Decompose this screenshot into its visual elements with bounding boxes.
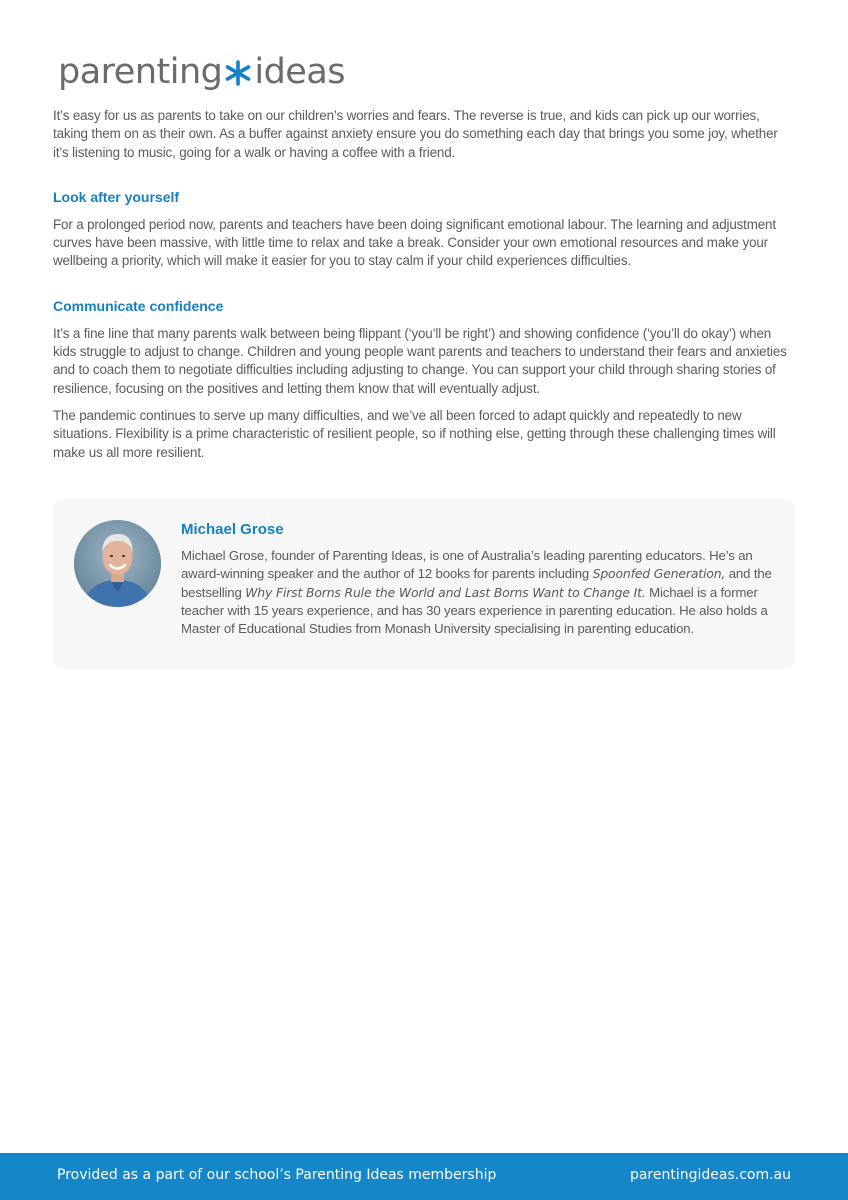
author-portrait-image: [74, 520, 161, 607]
section-paragraph: The pandemic continues to serve up many difficulties, and we’ve all been forced to adapt quickly and repeatedly to new situations. Flexibility is a prime characteristic of resilient people, so if nothing else, getting through these challenging times will make us all more resilient.: [53, 407, 776, 460]
section-heading-look-after-yourself: Look after yourself: [53, 188, 180, 205]
logo-text-parenting: parenting: [58, 52, 223, 92]
footer-bar: [0, 1153, 848, 1200]
author-avatar: [74, 520, 161, 607]
footer-website-link[interactable]: parentingideas.com.au: [629, 1167, 791, 1183]
parenting-ideas-logo: [58, 50, 345, 94]
section-paragraph: For a prolonged period now, parents and teachers have been doing significant emotional labour. The learning and adjustment curves have been massive, with little time to relax and take a break. Consider your own emotional resources and make your wellbeing a priority, which will make it easier for you to stay calm if your child experiences difficulties.: [53, 216, 776, 269]
logo-text-ideas: ideas: [254, 52, 346, 92]
book-title-spoonfed: Spoonfed Generation,: [592, 566, 726, 582]
author-bio-card: [53, 499, 795, 669]
section-heading-communicate-confidence: Communicate confidence: [53, 297, 224, 314]
author-bio-text: and the bestselling: [181, 566, 772, 600]
book-title-first-borns: Why First Borns Rule the World and Last Borns Want to Change It.: [245, 584, 646, 600]
intro-paragraph: It’s easy for us as parents to take on our children’s worries and fears. The reverse is true, and kids can pick up our worries, taking them on as their own. As a buffer against anxiety ensure you do something each day that brings you some joy, whether it’s listening to music, going for a walk or having a coffee with a friend.: [53, 108, 778, 160]
author-name: Michael Grose: [181, 521, 284, 538]
author-bio-text: Michael Grose, founder of Parenting Ideas, is one of Australia’s leading parenting educators. He’s an award-winning speaker and the author of 12 books for parents including: [181, 548, 753, 582]
author-details: [181, 521, 781, 638]
author-bio-text: Michael is a former teacher with 15 years experience, and has 30 years experience in parenting education. He also holds a Master of Educational Studies from Monash University specialising in parenting education.: [181, 584, 768, 637]
footer-membership-text: Provided as a part of our school’s Parenting Ideas membership: [57, 1167, 497, 1183]
asterisk-star-icon: [225, 60, 251, 86]
author-bio: [181, 547, 781, 638]
article-body: [53, 107, 795, 471]
section-paragraph: It’s a fine line that many parents walk between being flippant (‘you’ll be right’) and showing confidence (‘you’ll do okay’) when kids struggle to adjust to change. Children and young people want parents and teachers to understand their fears and anxieties and to coach them to negotiate difficulties including adjusting to change. You can support your child through sharing stories of resilience, focusing on the positives and letting them know that will eventually adjust.: [53, 325, 787, 396]
